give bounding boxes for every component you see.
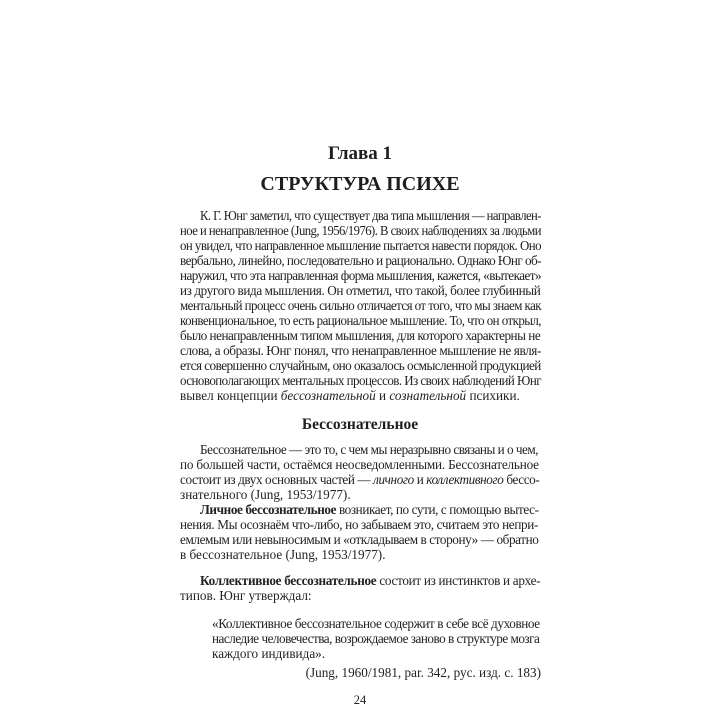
text-line-content [180, 547, 386, 562]
text-line-content [180, 588, 312, 603]
bold-term: Личное бессознательное [200, 502, 337, 517]
text-segment: емлемым или невыносимым и «откладываем в сторону» — обратно [180, 532, 539, 547]
text-line [180, 517, 541, 532]
text-line-content [180, 373, 541, 388]
text-line-content [180, 223, 541, 238]
text-line [180, 208, 541, 223]
text-line-content [180, 253, 541, 268]
text-line-content [180, 238, 541, 253]
text-line-content [180, 358, 541, 373]
text-segment: и [413, 472, 427, 487]
italic-term: коллективного [426, 472, 504, 487]
text-segment: состоит из двух основных частей — [180, 472, 374, 487]
text-line-content [180, 487, 351, 502]
text-line [212, 646, 541, 661]
italic-term: бессознательной [280, 388, 376, 403]
text-segment: вывел концепции [180, 388, 281, 403]
text-segment: по большей части, остаёмся неосведомленными. Бессознательное [180, 457, 539, 472]
text-line [180, 487, 541, 502]
text-line-content [180, 298, 541, 313]
text-line [180, 588, 541, 603]
text-line [180, 442, 541, 457]
text-line-content [200, 208, 541, 223]
text-line-content [180, 268, 541, 283]
text-line [180, 358, 541, 373]
text-segment: слова, а образы. Юнг понял, что ненаправленное мышление не явля- [180, 343, 541, 358]
text-segment: ментальный процесс очень сильно отличается от того, что мы знаем как [180, 298, 542, 313]
text-line [212, 631, 541, 646]
text-segment: из другого вида мышления. Он отметил, что такой, более глубинный [180, 283, 541, 298]
text-segment: вербально, линейно, последовательно и рационально. Однако Юнг об- [180, 253, 542, 268]
text-segment: К. Г. Юнг заметил, что существует два типа мышления — направлен- [200, 208, 541, 223]
text-line [180, 268, 541, 283]
text-line-content [180, 517, 538, 532]
text-line [180, 328, 541, 343]
italic-term: личного [373, 472, 414, 487]
text-segment: бессо- [503, 472, 540, 487]
text-segment: и [375, 388, 390, 403]
text-line-content [180, 328, 540, 343]
text-segment: в бессознательное (Jung, 1953/1977). [180, 547, 386, 562]
text-segment: типов. Юнг утверждал: [180, 588, 312, 603]
text-line [180, 253, 541, 268]
text-segment: (Jung, 1960/1981, par. 342, рус. изд. с. 183) [305, 665, 541, 680]
text-line-content [180, 388, 520, 403]
text-line-content [180, 343, 541, 358]
text-line [180, 283, 541, 298]
text-segment: знательного (Jung, 1953/1977). [180, 487, 351, 502]
text-line-content [180, 313, 541, 328]
text-line [180, 298, 541, 313]
text-segment: состоит из инстинктов и архе- [376, 573, 541, 588]
text-segment: основополагающих ментальных процессов. Из своих наблюдений Юнг [180, 373, 541, 388]
text-line [180, 373, 541, 388]
text-segment: наружил, что эта направленная форма мышления, кажется, «вытекает» [180, 268, 541, 283]
text-line-content [212, 631, 539, 646]
text-line-content [180, 283, 540, 298]
text-segment: «Коллективное бессознательное содержит в себе всё духовное [212, 616, 540, 631]
text-segment: Бессознательное — это то, с чем мы неразрывно связаны и о чем, [200, 442, 539, 457]
italic-term: сознательной [389, 388, 467, 403]
text-line [180, 472, 541, 487]
text-line [212, 616, 541, 631]
text-line [180, 547, 541, 562]
text-segment: каждого индивида». [212, 646, 326, 661]
section-heading: Бессознательное [301, 416, 419, 433]
text-line-content [212, 646, 325, 661]
text-segment: возникает, по сути, с помощью вытес- [336, 502, 539, 517]
text-line [180, 665, 541, 680]
text-line-content [200, 502, 539, 517]
text-line [180, 313, 541, 328]
chapter-label: Глава 1 [327, 143, 393, 164]
text-line-content [180, 472, 539, 487]
chapter-title: СТРУКТУРА ПСИХЕ [260, 173, 460, 195]
text-line [180, 223, 541, 238]
text-segment: конвенциональное, то есть рациональное мышление. То, что он открыл, [180, 313, 542, 328]
text-line [180, 573, 541, 588]
page-number: 24 [353, 693, 367, 707]
text-line [180, 388, 541, 403]
text-line-content [306, 665, 541, 680]
text-line-content [180, 532, 538, 547]
text-segment: наследие человечества, возрождаемое заново в структуре мозга [212, 631, 540, 646]
text-segment: он увидел, что направленное мышление пытается навести порядок. Оно [180, 238, 541, 253]
text-line [180, 502, 541, 517]
text-line-content [200, 442, 538, 457]
text-segment: психики. [466, 388, 520, 403]
text-line-content [200, 573, 540, 588]
text-segment: нения. Мы осознаём что-либо, но забываем это, считаем это непри- [180, 517, 539, 532]
text-segment: ное и ненаправленное (Jung, 1956/1976). В своих наблюдениях за людьми [180, 223, 542, 238]
text-line [180, 343, 541, 358]
text-line [180, 457, 541, 472]
bold-term: Коллективное бессознательное [200, 573, 377, 588]
text-line-content [180, 457, 539, 472]
text-line [180, 532, 541, 547]
text-segment: было ненаправленным типом мышления, для которого характерны не [180, 328, 541, 343]
text-line [180, 238, 541, 253]
text-line-content [212, 616, 540, 631]
text-segment: ется совершенно случайным, оно оказалось осмысленной продукцией [180, 358, 541, 373]
